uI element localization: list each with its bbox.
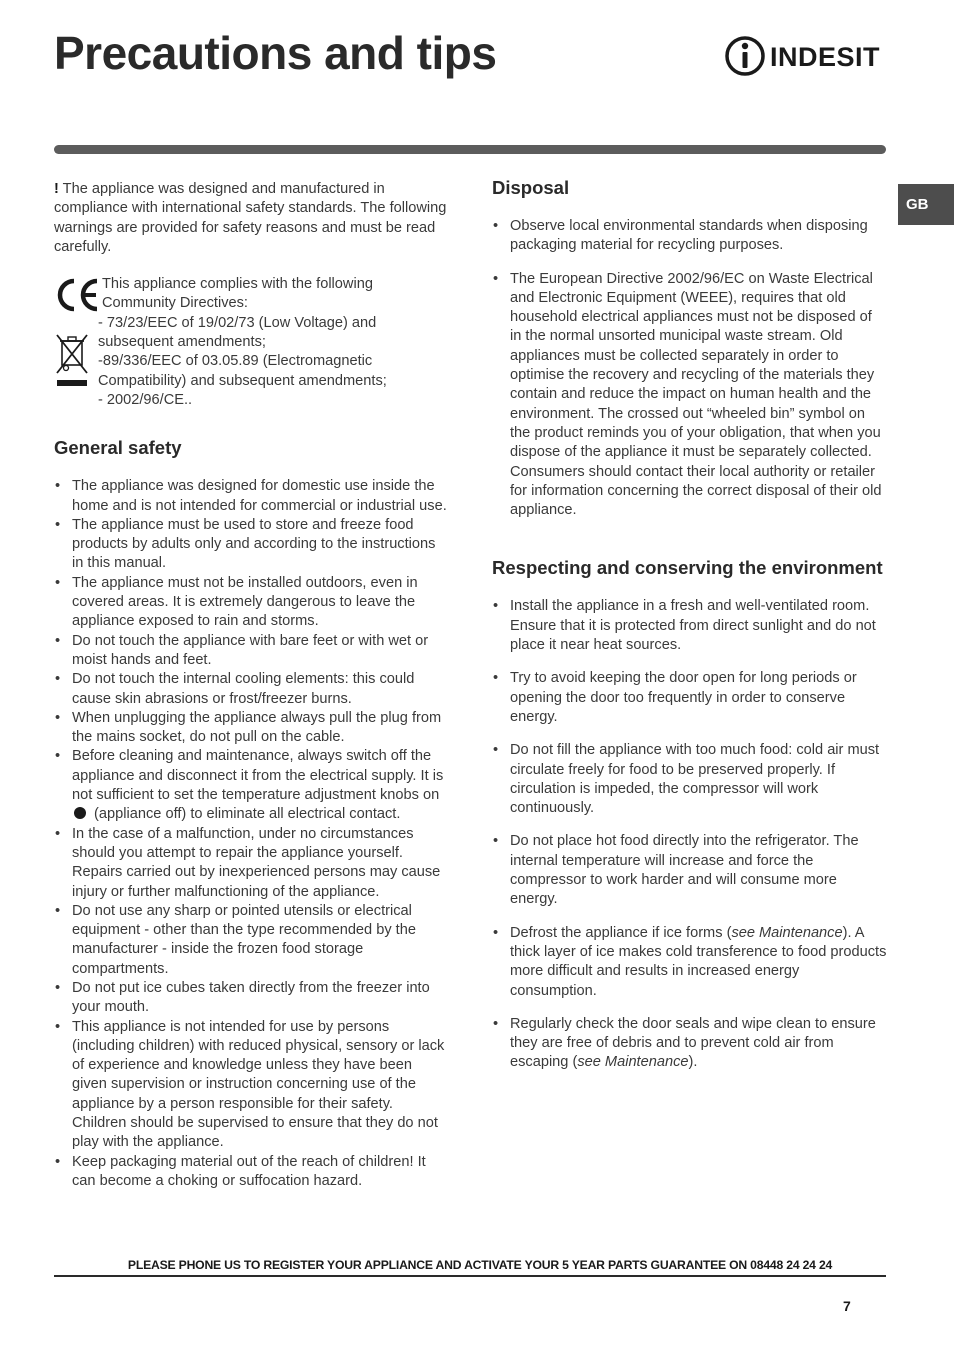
environment-heading: Respecting and conserving the environment bbox=[492, 557, 883, 579]
maintenance-reference: see Maintenance bbox=[731, 924, 843, 941]
list-item: • When unplugging the appliance always pull the plug from the mains socket, do not pull on the cable. bbox=[54, 709, 448, 748]
compliance-line-3: -89/336/EEC of 03.05.89 (Electromagnetic Compatibility) and subsequent amendments; bbox=[98, 353, 387, 389]
list-item: • The appliance was designed for domestic use inside the home and is not intended for commercial or industrial use. bbox=[54, 477, 448, 516]
list-item: • Do not touch the appliance with bare feet or with wet or moist hands and feet. bbox=[54, 632, 448, 671]
intro-warning bbox=[54, 180, 448, 257]
list-item bbox=[492, 924, 887, 1001]
list-item: • The European Directive 2002/96/EC on Waste Electrical and Electronic Equipment (WEEE), requires that old household electrical appliances must not be disposed of in the normal unsorted municipal waste stream. Old appliances must be collected separately in order to optimise the recovery and recycling of the materials they contain and reduce the impact on human health and the environment. The crossed out “wheeled bin” symbol on the product reminds you of your obligation, that when you dispose of the appliance it must be separately collected. Consumers should contact their local authority or retailer for information concerning the correct disposal of their old appliance. bbox=[492, 270, 887, 521]
ce-mark-icon bbox=[54, 277, 100, 313]
language-tab: GB bbox=[898, 184, 954, 225]
intro-text: The appliance was designed and manufactured in compliance with international safety standards. The following warnings are provided for safety reasons and must be read carefully. bbox=[54, 181, 447, 255]
general-safety-list bbox=[54, 477, 448, 1191]
right-column bbox=[492, 176, 887, 1073]
list-item: • Install the appliance in a fresh and well-ventilated room. Ensure that it is protected from direct sunlight and do not place it near heat sources. bbox=[492, 597, 887, 655]
maintenance-reference: see Maintenance bbox=[577, 1054, 689, 1071]
footer-divider bbox=[54, 1275, 886, 1277]
list-item bbox=[492, 1015, 887, 1073]
environment-list bbox=[492, 597, 887, 1072]
warning-mark: ! bbox=[54, 181, 59, 197]
list-item: • Observe local environmental standards when disposing packaging material for recycling purposes. bbox=[492, 217, 887, 256]
cleaning-text-after: (appliance off) to eliminate all electrical contact. bbox=[90, 806, 401, 823]
list-item: • The appliance must be used to store and freeze food products by adults only and according to the instructions in this manual. bbox=[54, 516, 448, 574]
left-column bbox=[54, 180, 448, 1191]
indesit-logo bbox=[724, 34, 888, 78]
general-safety-heading: General safety bbox=[54, 437, 182, 459]
list-item: • This appliance is not intended for use by persons (including children) with reduced physical, sensory or lack of experience and knowledge unless they have been given supervision or instruction concerning use of the appliance by a person responsible for their safety. Children should be supervised to ensure that they do not play with the appliance. bbox=[54, 1018, 448, 1153]
list-item: • Do not put ice cubes taken directly from the freezer into your mouth. bbox=[54, 979, 448, 1018]
list-item: • Do not use any sharp or pointed utensils or electrical equipment - other than the type recommended by the manufacturer - inside the frozen food storage compartments. bbox=[54, 902, 448, 979]
list-item: • Try to avoid keeping the door open for long periods or opening the door too frequently in order to conserve energy. bbox=[492, 669, 887, 727]
page-number: 7 bbox=[843, 1298, 851, 1314]
seals-text-before: Regularly check the door seals and wipe clean to ensure they are free of debris and to prevent cold air from escaping ( bbox=[510, 1015, 876, 1071]
defrost-text-after: ). A thick layer of ice makes cold transference to food products more difficult and results in increased energy consumption. bbox=[510, 924, 887, 999]
list-item: • Keep packaging material out of the reach of children! It can become a choking or suffocation hazard. bbox=[54, 1153, 448, 1192]
cleaning-text-before: Before cleaning and maintenance, always switch off the appliance and disconnect it from the electrical supply. It is not sufficient to set the temperature adjustment knobs on bbox=[72, 748, 444, 804]
defrost-text-before: Defrost the appliance if ice forms ( bbox=[510, 924, 732, 941]
header-divider bbox=[54, 145, 886, 154]
list-item: • The appliance must not be installed outdoors, even in covered areas. It is extremely dangerous to leave the appliance exposed to rain and storms. bbox=[54, 574, 448, 632]
list-item: • In the case of a malfunction, under no circumstances should you attempt to repair the appliance yourself. Repairs carried out by inexperienced persons may cause injury or further malfunctioning of the appliance. bbox=[54, 825, 448, 902]
knob-off-symbol-icon bbox=[74, 807, 86, 819]
list-item: • Do not place hot food directly into the refrigerator. The internal temperature will increase and force the compressor to work harder and will consume more energy. bbox=[492, 832, 887, 909]
indesit-logo-mark-icon bbox=[724, 34, 766, 78]
compliance-line-2: - 73/23/EEC of 19/02/73 (Low Voltage) and subsequent amendments; bbox=[98, 314, 377, 351]
compliance-block bbox=[54, 275, 448, 410]
list-item: • Do not touch the internal cooling elements: this could cause skin abrasions or frost/freezer burns. bbox=[54, 670, 448, 709]
list-item: • Do not fill the appliance with too much food: cold air must circulate freely for food to be preserved properly. If circulation is impeded, the compressor will work continuously. bbox=[492, 741, 887, 818]
guarantee-notice: PLEASE PHONE US TO REGISTER YOUR APPLIANCE AND ACTIVATE YOUR 5 YEAR PARTS GUARANTEE ON 08448 24 24 24 bbox=[127, 1258, 833, 1272]
page-title: Precautions and tips bbox=[54, 27, 497, 79]
disposal-list bbox=[492, 217, 887, 520]
seals-text-after: ). bbox=[688, 1054, 698, 1071]
compliance-line-1: This appliance complies with the following Community Directives: bbox=[102, 276, 373, 312]
crossed-wheeled-bin-icon bbox=[54, 331, 90, 389]
compliance-line-4: - 2002/96/CE.. bbox=[98, 391, 193, 408]
list-item bbox=[54, 747, 448, 824]
brand-name: INDESIT bbox=[770, 42, 881, 72]
disposal-heading: Disposal bbox=[492, 177, 570, 198]
